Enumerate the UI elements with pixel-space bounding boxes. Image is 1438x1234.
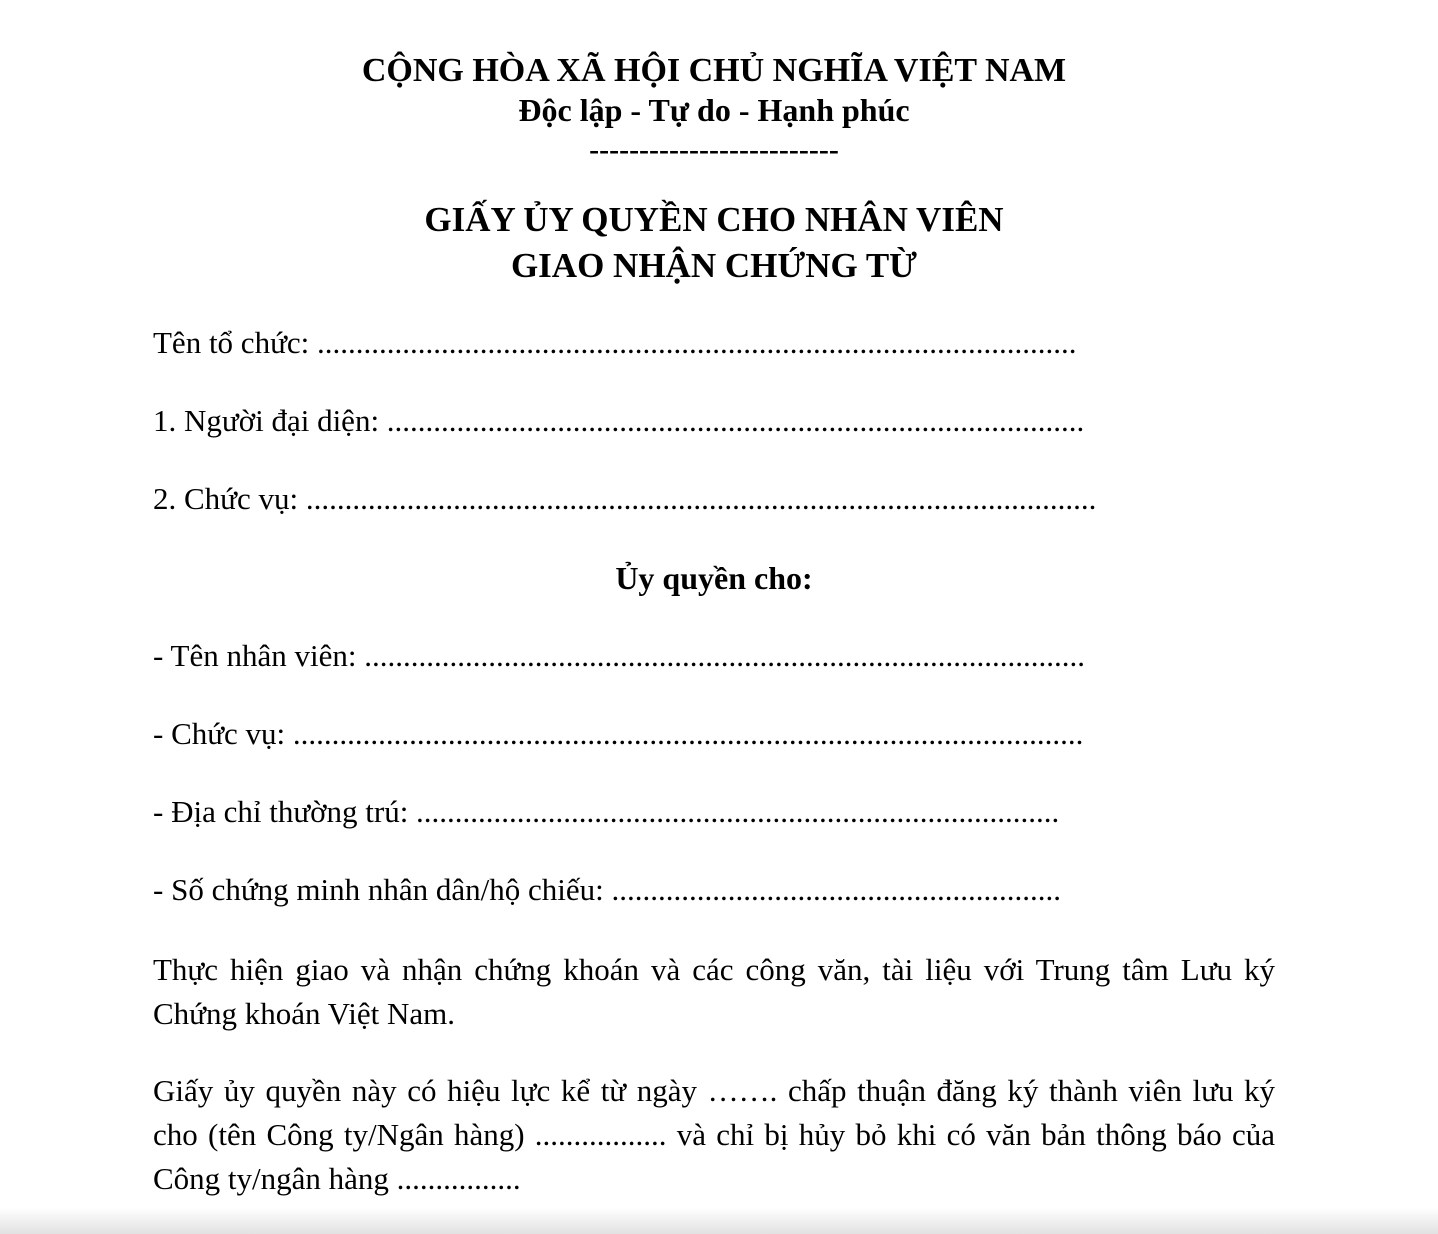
validity-paragraph: Giấy ủy quyền này có hiệu lực kể từ ngày ……. chấp thuận đăng ký thành viên lưu ký cho (tên Công ty/Ngân hàng) ................. và chỉ bị hủy bỏ khi có văn bản thông báo của Công ty/ngân hàng ................	[153, 1073, 1275, 1196]
authorize-heading: Ủy quyền cho:	[615, 560, 813, 596]
employee-address-field: - Địa chỉ thường trú: ...................................................................................	[153, 794, 1060, 829]
nation-header: CỘNG HÒA XÃ HỘI CHỦ NGHĨA VIỆT NAM	[361, 52, 1067, 89]
representative-position-field: 2. Chức vụ: ......................................................................................................	[153, 481, 1097, 516]
national-motto: Độc lập - Tự do - Hạnh phúc	[518, 92, 910, 128]
organization-field: Tên tổ chức: ..................................................................................................	[153, 325, 1077, 360]
header-divider: -------------------------	[589, 133, 839, 166]
representative-field: 1. Người đại diện: ..........................................................................................	[153, 403, 1085, 438]
employee-position-field: - Chức vụ: ......................................................................................................	[153, 716, 1084, 751]
page-bottom-shadow	[0, 1208, 1438, 1234]
scope-paragraph: Thực hiện giao và nhận chứng khoán và các công văn, tài liệu với Trung tâm Lưu ký Chứng khoán Việt Nam.	[153, 952, 1275, 1031]
employee-name-field: - Tên nhân viên: .............................................................................................	[153, 638, 1085, 673]
document-title-line-1: GIẤY ỦY QUYỀN CHO NHÂN VIÊN	[424, 200, 1004, 239]
document-title-line-2: GIAO NHẬN CHỨNG TỪ	[510, 246, 918, 285]
employee-id-field: - Số chứng minh nhân dân/hộ chiếu: ..........................................................	[153, 872, 1061, 907]
